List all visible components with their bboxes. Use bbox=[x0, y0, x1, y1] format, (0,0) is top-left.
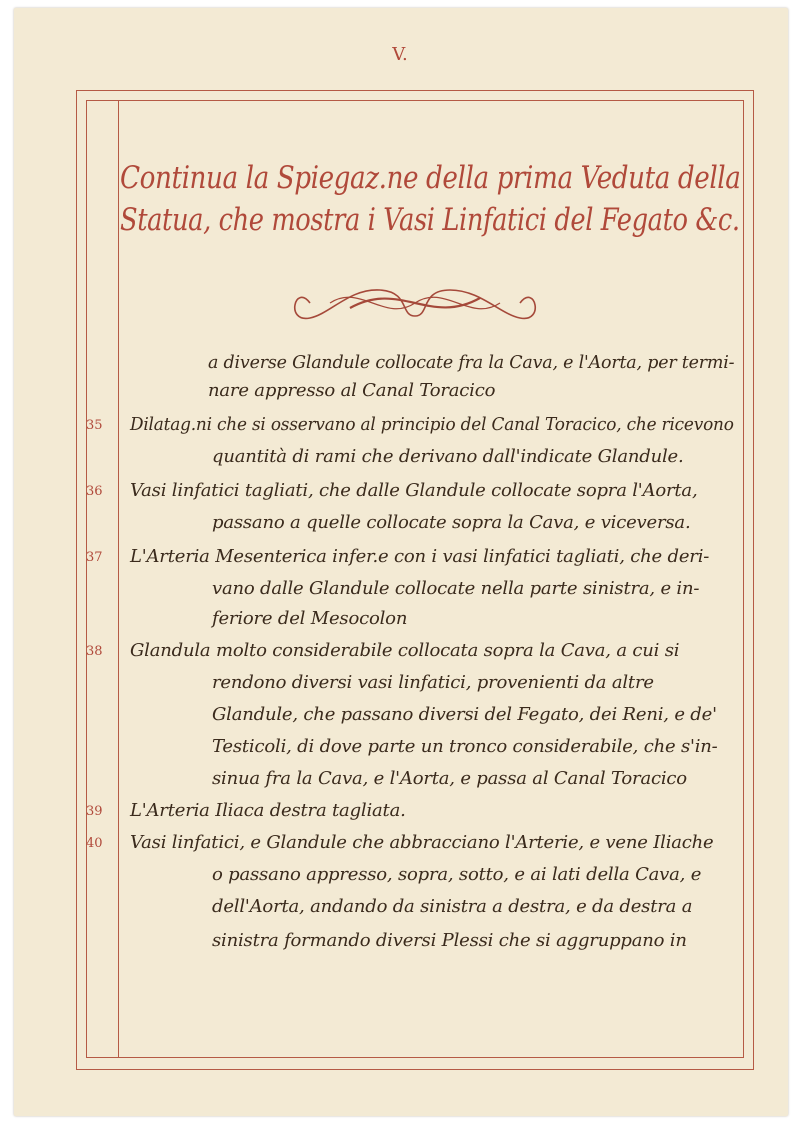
entry-text-line: feriore del Mesocolon bbox=[212, 608, 408, 629]
title-line-1: Continua la Spiegaz.ne della prima Veduta della bbox=[120, 160, 741, 196]
margin-rule bbox=[118, 100, 119, 1058]
entry-text-line: dell'Aorta, andando da sinistra a destra, e da destra a bbox=[212, 896, 693, 917]
entry-text-line: sinistra formando diversi Plessi che si aggruppano in bbox=[212, 930, 687, 951]
entry-text-line: sinua fra la Cava, e l'Aorta, e passa al Canal Toracico bbox=[212, 768, 687, 789]
entry-text-line: a diverse Glandule collocate fra la Cava, e l'Aorta, per termi- bbox=[208, 352, 735, 373]
entry-text-line: Dilatag.ni che si osservano al principio del Canal Toracico, che ricevono bbox=[130, 414, 734, 435]
entry-number: 35 bbox=[86, 418, 103, 433]
entry-text-line: Glandule, che passano diversi del Fegato, dei Reni, e de' bbox=[212, 704, 717, 725]
entry-text-line: nare appresso al Canal Toracico bbox=[208, 380, 496, 401]
entry-number: 39 bbox=[86, 804, 103, 819]
entry-text-line: Vasi linfatici, e Glandule che abbracciano l'Arterie, e vene Iliache bbox=[130, 832, 714, 853]
entry-number: 40 bbox=[86, 836, 103, 851]
entry-text-line: rendono diversi vasi linfatici, provenienti da altre bbox=[212, 672, 654, 693]
entry-text-line: Testicoli, di dove parte un tronco considerabile, che s'in- bbox=[212, 736, 718, 757]
entry-text-line: o passano appresso, sopra, sotto, e ai lati della Cava, e bbox=[212, 864, 702, 885]
entry-text-line: L'Arteria Mesenterica infer.e con i vasi linfatici tagliati, che deri- bbox=[130, 546, 710, 567]
entry-text-line: vano dalle Glandule collocate nella parte sinistra, e in- bbox=[212, 578, 700, 599]
title-line-2: Statua, che mostra i Vasi Linfatici del Fegato &c. bbox=[120, 202, 740, 238]
entry-number: 36 bbox=[86, 484, 103, 499]
page-number: V. bbox=[392, 44, 408, 65]
calligraphic-flourish bbox=[290, 278, 540, 328]
entry-number: 37 bbox=[86, 550, 103, 565]
entry-number: 38 bbox=[86, 644, 103, 659]
entry-text-line: Glandula molto considerabile collocata sopra la Cava, a cui si bbox=[130, 640, 680, 661]
entry-text-line: Vasi linfatici tagliati, che dalle Glandule collocate sopra l'Aorta, bbox=[130, 480, 698, 501]
entry-text-line: passano a quelle collocate sopra la Cava, e viceversa. bbox=[212, 512, 691, 533]
entry-text-line: quantità di rami che derivano dall'indicate Glandule. bbox=[212, 446, 684, 467]
entry-text-line: L'Arteria Iliaca destra tagliata. bbox=[130, 800, 406, 821]
